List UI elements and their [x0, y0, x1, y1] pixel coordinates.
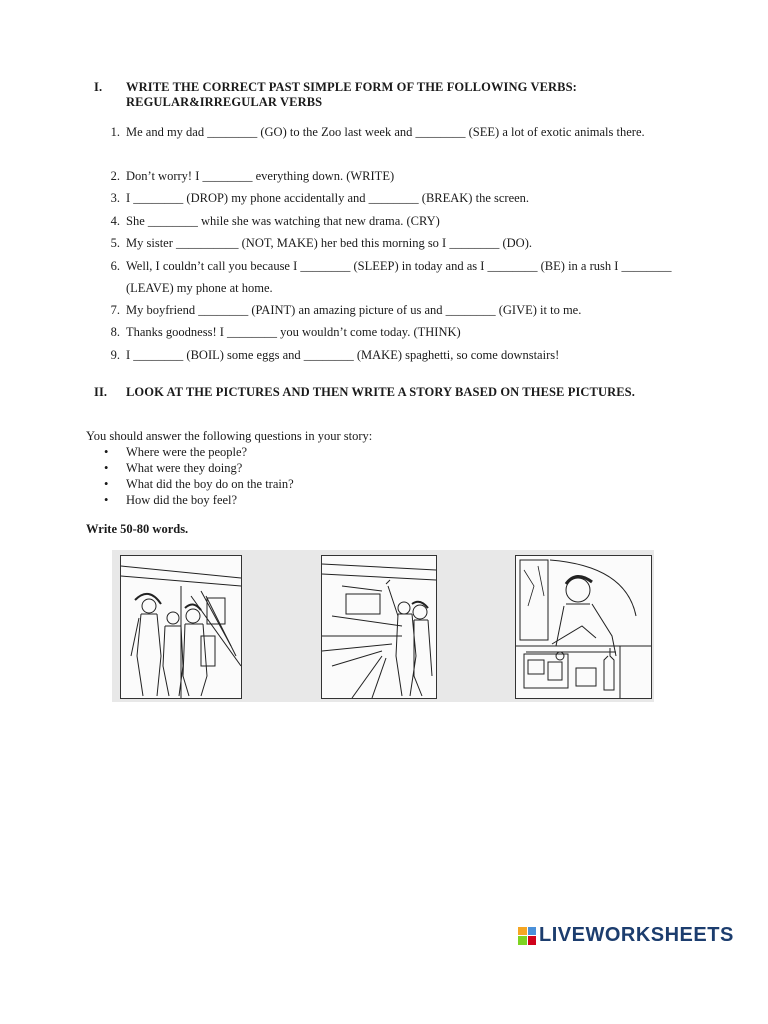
- list-item: [104, 444, 294, 460]
- question-item: [104, 187, 684, 209]
- boy-on-train-illustration: [515, 555, 652, 699]
- question-text: Me and my dad ________ (GO) to the Zoo last week and ________ (SEE) a lot of exotic animals there.: [126, 125, 645, 139]
- bullet-text: Where were the people?: [126, 445, 248, 459]
- section-2-heading: [94, 385, 654, 400]
- question-item: [104, 165, 684, 187]
- liveworksheets-logo-icon: [518, 927, 536, 945]
- waving-goodbye-illustration: [321, 555, 437, 699]
- logo-text: LIVEWORKSHEETS: [539, 924, 734, 946]
- liveworksheets-logo: [518, 924, 734, 947]
- question-text: My boyfriend ________ (PAINT) an amazing picture of us and ________ (GIVE) it to me.: [126, 303, 582, 317]
- list-item: [104, 460, 294, 476]
- question-item: [104, 210, 684, 232]
- list-item: [104, 476, 294, 492]
- family-at-station-illustration: [120, 555, 242, 699]
- question-item: [104, 232, 684, 254]
- picture-strip: [112, 550, 654, 702]
- section-1-heading: [94, 80, 654, 110]
- question-text: Well, I couldn’t call you because I ________ (SLEEP) in today and as I ________ (BE) in a rush I ________ (LEAVE) my phone at home.: [126, 259, 672, 296]
- section-2-number: II.: [94, 385, 108, 399]
- question-item: [104, 255, 684, 300]
- question-number: 3.: [110, 191, 120, 205]
- question-number: 2.: [110, 169, 120, 183]
- question-item: [104, 121, 684, 143]
- question-text: My sister __________ (NOT, MAKE) her bed this morning so I ________ (DO).: [126, 236, 532, 250]
- bullet-icon: •: [104, 477, 109, 491]
- question-number: 5.: [110, 236, 120, 250]
- question-text: She ________ while she was watching that new drama. (CRY): [126, 214, 440, 228]
- question-text: I ________ (DROP) my phone accidentally and ________ (BREAK) the screen.: [126, 191, 530, 205]
- instructions: You should answer the following questions in your story:: [86, 429, 373, 443]
- question-text: Thanks goodness! I ________ you wouldn’t come today. (THINK): [126, 325, 461, 339]
- bullet-text: What did the boy do on the train?: [126, 477, 294, 491]
- section-1-title: WRITE THE CORRECT PAST SIMPLE FORM OF THE FOLLOWING VERBS: REGULAR&IRREGULAR VERBS: [126, 80, 577, 109]
- bullet-icon: •: [104, 461, 109, 475]
- section-2-title: LOOK AT THE PICTURES AND THEN WRITE A STORY BASED ON THESE PICTURES.: [126, 385, 635, 399]
- question-list: [104, 444, 294, 508]
- question-number: 1.: [110, 125, 120, 139]
- question-item: [104, 321, 684, 343]
- list-item: [104, 492, 294, 508]
- question-item: [104, 299, 684, 321]
- question-text: I ________ (BOIL) some eggs and ________ (MAKE) spaghetti, so come downstairs!: [126, 348, 560, 362]
- question-number: 8.: [110, 325, 120, 339]
- question-number: 4.: [110, 214, 120, 228]
- question-number: 9.: [110, 348, 120, 362]
- question-number: 6.: [110, 259, 120, 273]
- question-number: 7.: [110, 303, 120, 317]
- bullet-text: What were they doing?: [126, 461, 243, 475]
- question-text: Don’t worry! I ________ everything down. (WRITE): [126, 169, 395, 183]
- section-1-number: I.: [94, 80, 103, 94]
- word-count-instruction: Write 50-80 words.: [86, 522, 189, 536]
- bullet-text: How did the boy feel?: [126, 493, 238, 507]
- bullet-icon: •: [104, 445, 109, 459]
- question-item: [104, 344, 684, 366]
- bullet-icon: •: [104, 493, 109, 507]
